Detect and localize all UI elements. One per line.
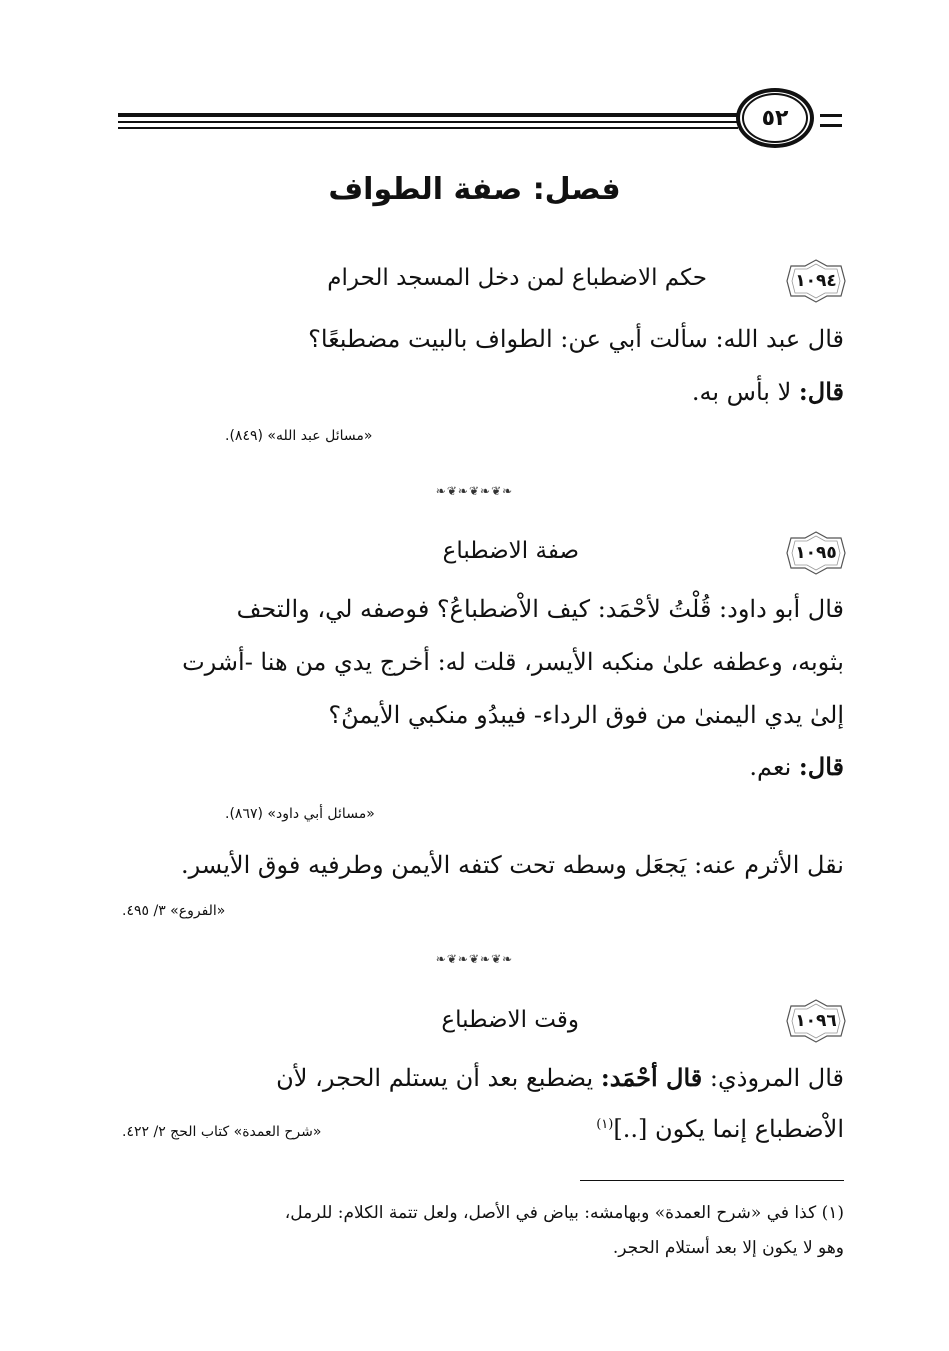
text-segment-bold: قال أحْمَد: [600, 1063, 703, 1092]
entry-title: حكم الاضطباع لمن دخل المسجد الحرام [327, 265, 707, 291]
text-line: قال أبو داود: قُلْتُ لأحْمَد: كيف الاْضطباعُ؟ فوصفه لي، والتحف [236, 595, 844, 623]
entry-number: ١٠٩٥ [795, 543, 837, 563]
text-segment: يضطبع بعد أن يستلم الحجر، لأن [276, 1064, 594, 1092]
text-line [276, 1063, 844, 1092]
footnote-line: (١) كذا في «شرح العمدة» وبهامشه: بياض في الأصل، ولعل تتمة الكلام: للرمل، [284, 1203, 844, 1223]
header-rule [118, 113, 738, 117]
source-citation: «الفروع» ٣/ ٤٩٥. [122, 903, 226, 919]
answer-label: قال: [798, 752, 844, 781]
text-line: نقل الأثرم عنه: يَجعَل وسطه تحت كتفه الأيمن وطرفيه فوق الأيسر. [180, 851, 844, 879]
source-citation: «مسائل عبد الله» (٨٤٩). [225, 428, 373, 444]
chapter-title: فصل: صفة الطواف [328, 172, 621, 207]
text-segment: قال المروذي: [709, 1064, 844, 1092]
source-citation: «شرح العمدة» كتاب الحج ٢/ ٤٢٢. [122, 1124, 322, 1140]
source-citation: «مسائل أبي داود» (٨٦٧). [225, 806, 375, 822]
entry-title: صفة الاضطباع [442, 538, 579, 564]
text-line: إلىٰ يدي اليمنىٰ من فوق الرداء- فيبدُو منكبي الأيمنُ؟ [328, 701, 844, 729]
text-segment: الاْضطباع إنما يكون [..] [613, 1115, 844, 1143]
entry-number: ١٠٩٦ [795, 1011, 837, 1031]
page-number-badge [736, 88, 814, 148]
entry-number-badge [783, 258, 849, 304]
header-rule [118, 127, 738, 129]
entry-number: ١٠٩٤ [795, 271, 837, 291]
answer-line [691, 377, 844, 406]
header-rule-tail [820, 124, 842, 127]
page-number: ٥٢ [761, 105, 789, 131]
footnote-line: وهو لا يكون إلا بعد أستلام الحجر. [612, 1238, 844, 1258]
section-ornament: ❧❦❧❦❧❦❧ [435, 484, 514, 498]
text-line [596, 1117, 844, 1141]
header-rule-tail [820, 114, 842, 117]
answer-text: نعم. [749, 753, 792, 781]
header-rule [118, 121, 738, 123]
text-line: بثوبه، وعطفه علىٰ منكبه الأيسر، قلت له: أخرج يدي من هنا -أشرت [182, 648, 844, 676]
answer-label: قال: [798, 377, 844, 406]
footnote-ref: (١) [596, 1117, 614, 1132]
entry-number-badge [783, 530, 849, 576]
text-line: قال عبد الله: سألت أبي عن: الطواف بالبيت مضطبعًا؟ [308, 325, 844, 353]
entry-number-badge [783, 998, 849, 1044]
footnote-separator [580, 1180, 844, 1181]
answer-line [749, 752, 844, 781]
entry-title: وقت الاضطباع [441, 1007, 579, 1033]
answer-text: لا بأس به. [691, 378, 792, 406]
section-ornament: ❧❦❧❦❧❦❧ [435, 952, 514, 966]
